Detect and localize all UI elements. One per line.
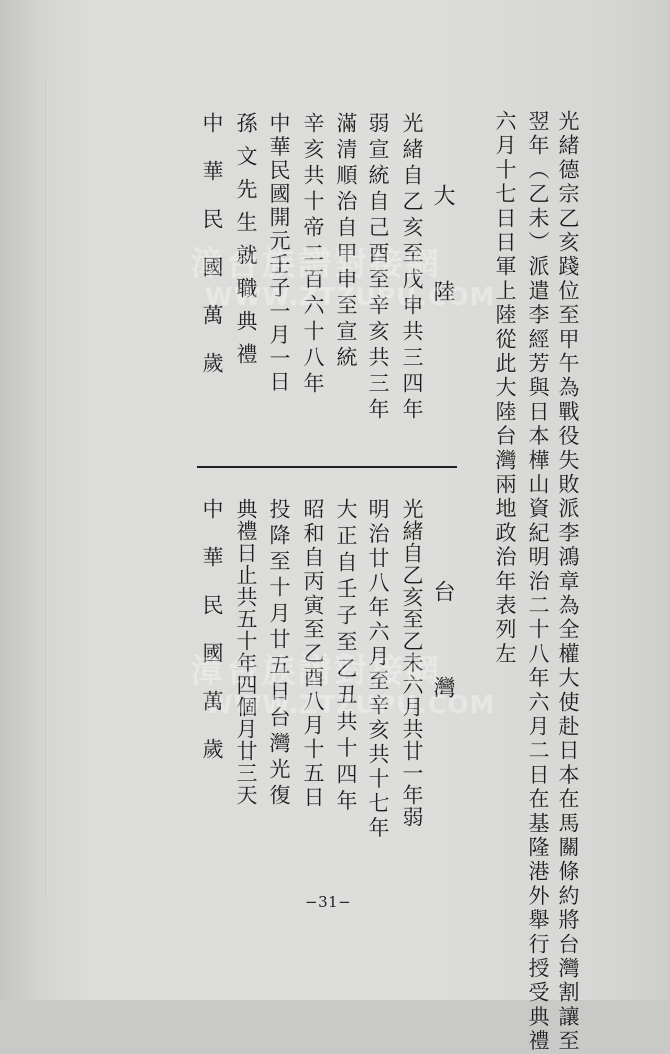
taiwan-line-4: 昭和自丙寅至乙酉八月十五日 [301,498,325,810]
mainland-heading: 大 陸 [430,184,455,312]
watermark-url-bottom: WWW.ZTZUPU.COM [205,690,496,719]
mainland-line-6: 孫文先生就職典禮 [234,112,258,376]
watermark-text-bottom: 漳台族譜對接網 [190,651,442,690]
section-divider [197,466,457,468]
watermark-text-top: 漳台族譜對接網 [190,244,442,283]
show-through-marks [45,80,56,900]
mainland-line-4: 辛亥共十帝二百六十八年 [301,112,325,398]
taiwan-line-5: 投降至十月廿五日台灣光復 [267,498,291,810]
taiwan-line-3: 大正自壬子至乙丑共十四年 [334,498,358,816]
mainland-line-7: 中 華 民 國 萬 歲 [200,112,224,376]
intro-line-2: 翌年（乙未）派遣李經芳與日本樺山資紀明治二十八年六月二日在基隆港外舉行授受典禮 [526,110,550,1054]
mainland-line-1: 光緒自乙亥至戊申共三四年 [400,112,424,424]
mainland-line-5: 中華民國開元壬子一月一日 [267,112,291,394]
intro-line-3: 六月十七日日軍上陸從此大陸台灣兩地政治年表列左 [493,110,517,667]
page-number: −31− [305,893,352,911]
taiwan-line-2: 明治廿八年六月至辛亥共十七年 [366,498,390,841]
watermark-url-top: WWW.ZTZUPU.COM [205,282,496,311]
mainland-line-3: 滿清順治自甲申至宣統 [334,112,358,372]
intro-line-1: 光緒德宗乙亥踐位至甲午為戰役失敗派李鴻章為全權大使赴日本在馬關條約將台灣割讓至 [556,110,580,1054]
taiwan-line-1: 光緒自乙亥至乙未六月共廿一年弱 [400,498,424,828]
taiwan-heading: 台 灣 [430,580,455,708]
mainland-line-2: 弱宣統自己酉至辛亥共三年 [366,112,390,424]
taiwan-line-7: 中 華 民 國 萬 歲 [200,498,224,762]
taiwan-line-6: 典禮日止共五十年四個月廿三天 [234,498,258,806]
